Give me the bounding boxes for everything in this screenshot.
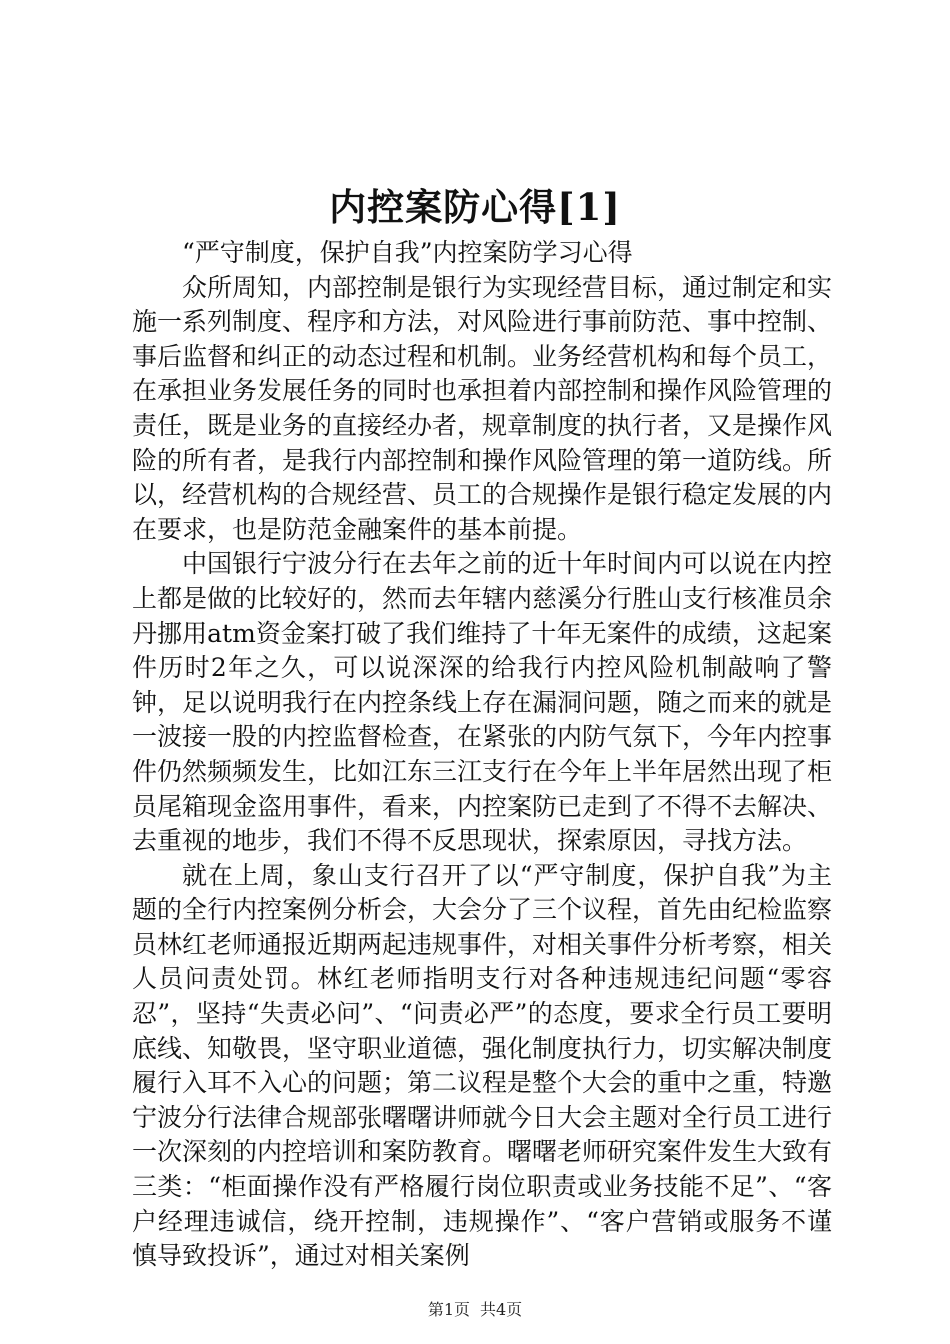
document-title: 内控案防心得[1] [329, 185, 621, 229]
subtitle-paragraph: “严守制度，保护自我”内控案防学习心得 [182, 238, 633, 267]
body-paragraph: 就在上周，象山支行召开了以“严守制度，保护自我”为主题的全行内控案例分析会，大会分了三个议程，首先由纪检监察员林红老师通报近期两起违规事件，对相关事件分析考察，相关人员问责处罚。林红老师指明支行对各种违规违纪问题“零容忍”，坚持“失责必问”、“问责必严”的态度，要求全行员工要明底线、知敬畏，坚守职业道德，强化制度执行力，切实解决制度履行入耳不入心的问题；第二议程是整个大会的重中之重，特邀宁波分行法律合规部张曙曙讲师就今日大会主题对全行员工进行一次深刻的内控培训和案防教育。曙曙老师研究案件发生大致有三类：“柜面操作没有严格履行岗位职责或业务技能不足”、“客户经理违诚信，绕开控制，违规操作”、“客户营销或服务不谨慎导致投诉”，通过对相关案例 [132, 860, 833, 1271]
page-footer [0, 1299, 950, 1321]
body-paragraph: 众所周知，内部控制是银行为实现经营目标，通过制定和实施一系列制度、程序和方法，对风险进行事前防范、事中控制、事后监督和纠正的动态过程和机制。业务经营机构和每个员工，在承担业务发展任务的同时也承担着内部控制和操作风险管理的责任，既是业务的直接经办者，规章制度的执行者，又是操作风险的所有者，是我行内部控制和操作风险管理的第一道防线。所以，经营机构的合规经营、员工的合规操作是银行稳定发展的内在要求，也是防范金融案件的基本前提。 [132, 272, 833, 544]
document-body [132, 236, 832, 1274]
page-number: 第1页 [427, 1300, 470, 1319]
body-paragraph: 中国银行宁波分行在去年之前的近十年时间内可以说在内控上都是做的比较好的，然而去年辖内慈溪分行胜山支行核准员余丹挪用atm资金案打破了我们维持了十年无案件的成绩，这起案件历时2年之久，可以说深深的给我行内控风险机制敲响了警钟，足以说明我行在内控条线上存在漏洞问题，随之而来的就是一波接一股的内控监督检查，在紧张的内防气氛下，今年内控事件仍然频频发生，比如江东三江支行在今年上半年居然出现了柜员尾箱现金盗用事件，看来，内控案防已走到了不得不去解决、去重视的地步，我们不得不反思现状，探索原因，寻找方法。 [132, 549, 833, 856]
page-total: 共4页 [480, 1300, 523, 1319]
